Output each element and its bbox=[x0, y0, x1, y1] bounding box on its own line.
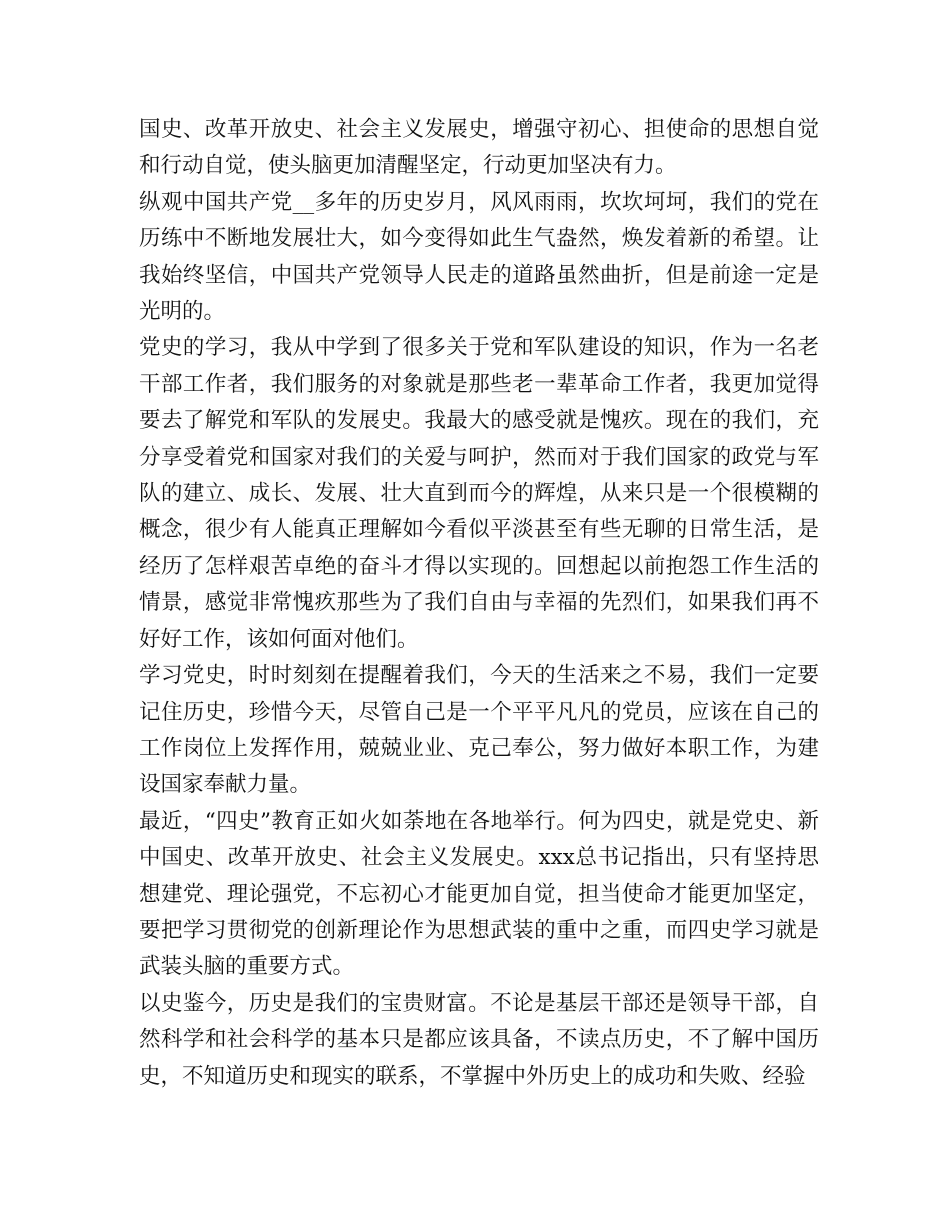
paragraph-5: 最近，“四史”教育正如火如荼地在各地举行。何为四史，就是党史、新中国史、改革开放史、社会主义发展史。xxx总书记指出，只有坚持思想建党、理论强党，不忘初心才能更加自觉，担当使命才能更加坚定，要把学习贯彻党的创新理论作为思想武装的重中之重，而四史学习就是武装头脑的重要方式。 bbox=[139, 808, 819, 980]
paragraph-1: 国史、改革开放史、社会主义发展史，增强守初心、担使命的思想自觉和行动自觉，使头脑更加清醒坚定，行动更加坚决有力。 bbox=[139, 117, 819, 179]
paragraph-4: 学习党史，时时刻刻在提醒着我们，今天的生活来之不易，我们一定要记住历史，珍惜今天，尽管自己是一个平平凡凡的党员，应该在自己的工作岗位上发挥作用，兢兢业业、克己奉公，努力做好本职工作，为建设国家奉献力量。 bbox=[139, 663, 819, 798]
paragraph-2: 纵观中国共产党__多年的历史岁月，风风雨雨，坎坎坷坷，我们的党在历练中不断地发展壮大，如今变得如此生气盎然，焕发着新的希望。让我始终坚信，中国共产党领导人民走的道路虽然曲折，但是前途一定是光明的。 bbox=[139, 189, 819, 325]
paragraph-3: 党史的学习，我从中学到了很多关于党和军队建设的知识，作为一名老干部工作者，我们服务的对象就是那些老一辈革命工作者，我更加觉得要去了解党和军队的发展史。我最大的感受就是愧疚。现在的我们，充分享受着党和国家对我们的关爱与呵护，然而对于我们国家的政党与军队的建立、成长、发展、壮大直到而今的辉煌，从来只是一个很模糊的概念，很少有人能真正理解如今看似平淡甚至有些无聊的日常生活，是经历了怎样艰苦卓绝的奋斗才得以实现的。回想起以前抱怨工作生活的情景，感觉非常愧疚那些为了我们自由与幸福的先烈们，如果我们再不好好工作，该如何面对他们。 bbox=[139, 335, 819, 652]
document-body bbox=[139, 112, 819, 1095]
paragraph-6: 以史鉴今，历史是我们的宝贵财富。不论是基层干部还是领导干部，自然科学和社会科学的基本只是都应该具备，不读点历史，不了解中国历史，不知道历史和现实的联系，不掌握中外历史上的成功和失败、经验 bbox=[139, 990, 819, 1089]
